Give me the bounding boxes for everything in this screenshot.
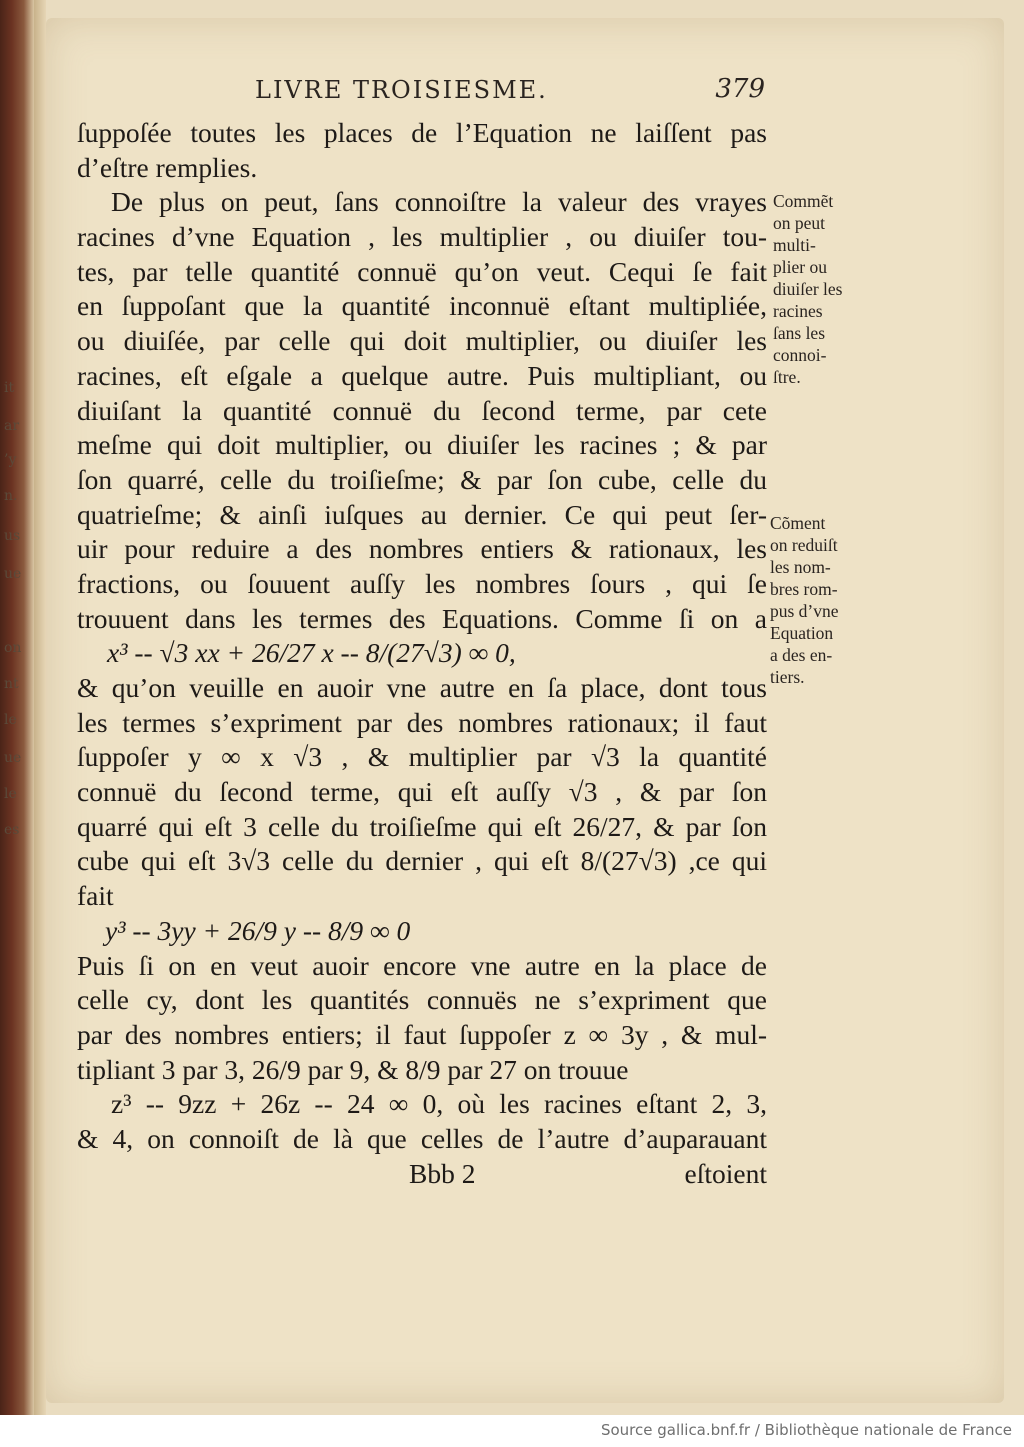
equation-line: x³ -- √3 xx + 26/27 x -- 8/(27√3) ∞ 0, [107, 637, 516, 669]
margin-note-line: bres rom- [770, 579, 838, 599]
body-text [77, 116, 767, 1191]
text-line: trouuent dans les termes des Equations. Comme ſi on a [77, 602, 767, 634]
margin-note [770, 512, 862, 688]
text-line: quatrieſme; & ainſi iuſques au dernier. Ce qui peut ſer- [77, 498, 767, 530]
text-line: celle cy, dont les quantités connuës ne s’expriment que [77, 984, 767, 1016]
bleed-through-text: es [4, 822, 20, 838]
text-line: diuiſant la quantité connuë du ſecond terme, par cete [77, 394, 767, 426]
margin-note-line: pus d’vne [770, 601, 839, 621]
margin-note-line: on reduiſt [770, 535, 838, 555]
margin-note-line: tiers. [770, 667, 805, 687]
text-line: connuë du ſecond terme, qui eſt auſſy √3 , & par ſon [77, 776, 767, 808]
source-credit: Source gallica.bnf.fr / Bibliothèque nationale de France [600, 1421, 1012, 1439]
bleed-through-text: on [4, 640, 22, 656]
margin-note-line: ſans les [773, 323, 826, 343]
margin-note-line: les nom- [770, 557, 831, 577]
bleed-through-text: nt [4, 676, 19, 692]
margin-note-line: ſtre. [773, 367, 801, 387]
book-edge [0, 0, 34, 1415]
text-line: cube qui eſt 3√3 celle du dernier , qui eſt 8/(27√3) ,ce qui [77, 845, 767, 877]
text-line: d’eſtre remplies. [77, 151, 258, 183]
margin-note-line: multi- [773, 235, 816, 255]
text-line: en ſuppoſant que la quantité inconnuë eſtant multipliée, [77, 290, 767, 322]
text-line: tes, par telle quantité connuë qu’on veut. Cequi ſe fait [77, 255, 767, 287]
source-footer [0, 1415, 1024, 1447]
bleed-through-text: le [4, 712, 17, 728]
text-line: De plus on peut, ſans connoiſtre la valeur des vrayes [111, 186, 767, 218]
margin-note-line: on peut [773, 213, 826, 233]
text-line: & qu’on veuille en auoir vne autre en ſa place, dont tous [77, 672, 767, 703]
text-line: ſuppoſer y ∞ x √3 , & multiplier par √3 la quantité [77, 741, 767, 773]
text-line: racines d’vne Equation , les multiplier , ou diuiſer tou- [77, 221, 767, 253]
book-spine [34, 0, 46, 1415]
text-line: & 4, on connoiſt de là que celles de l’autre d’auparauant [77, 1122, 767, 1154]
running-title: LIVRE TROISIESME. [255, 76, 548, 104]
bleed-through-text: le [4, 786, 17, 802]
text-line: uir pour reduire a des nombres entiers & rationaux, les [77, 533, 767, 565]
text-line: tipliant 3 par 3, 26/9 par 9, & 8/9 par 27 on trouue [77, 1053, 629, 1085]
bleed-through-text: n. [4, 488, 18, 504]
equation-line: y³ -- 3yy + 26/9 y -- 8/9 ∞ 0 [105, 914, 411, 946]
text-line: fait [77, 880, 114, 912]
text-line: ſon quarré, celle du troiſieſme; & par ſon cube, celle du [77, 463, 767, 495]
text-line: meſme qui doit multiplier, ou diuiſer les racines ; & par [77, 429, 767, 461]
text-line: les termes s’expriment par des nombres rationaux; il faut [77, 706, 767, 738]
bleed-through-text: ’y [4, 452, 17, 468]
text-line: ſuppoſée toutes les places de l’Equation ne laiſſent pas [77, 117, 767, 148]
bleed-through-text: us [4, 528, 21, 544]
catchword: eſtoient [684, 1157, 767, 1189]
text-line: ou diuiſée, par celle qui doit multiplier, ou diuiſer les [77, 325, 767, 357]
signature-mark: Bbb 2 [409, 1157, 476, 1189]
page-number: 379 [715, 74, 765, 104]
margin-note-line: connoi- [773, 345, 827, 365]
bleed-through-text: it [4, 380, 15, 396]
margin-note [773, 190, 865, 388]
bleed-through-text: ue [4, 750, 22, 766]
margin-note-line: plier ou [773, 257, 827, 277]
text-line: par des nombres entiers; il faut ſuppoſer z ∞ 3y , & mul- [77, 1018, 767, 1050]
text-line: racines, eſt eſgale a quelque autre. Puis multipliant, ou [77, 359, 767, 391]
margin-note-line: a des en- [770, 645, 833, 665]
margin-note-line: Equation [770, 623, 834, 643]
margin-note-line: diuiſer les [773, 279, 843, 299]
text-line: Puis ſi on en veut auoir encore vne autre en la place de [77, 949, 767, 981]
text-line: fractions, ou ſouuent auſſy les nombres ſours , qui ſe [77, 567, 767, 599]
margin-note-line: racines [773, 301, 823, 321]
margin-note-line: Commẽt [773, 191, 834, 211]
bleed-through-text: ar [4, 418, 20, 434]
text-line: z³ -- 9zz + 26z -- 24 ∞ 0, où les racines eſtant 2, 3, [111, 1088, 767, 1120]
margin-note-line: Cõment [770, 513, 826, 533]
bleed-through-text: ue [4, 566, 22, 582]
page-header [255, 76, 765, 106]
signature-line [77, 1157, 767, 1192]
text-line: quarré qui eſt 3 celle du troiſieſme qui eſt 26/27, & par ſon [77, 810, 767, 842]
